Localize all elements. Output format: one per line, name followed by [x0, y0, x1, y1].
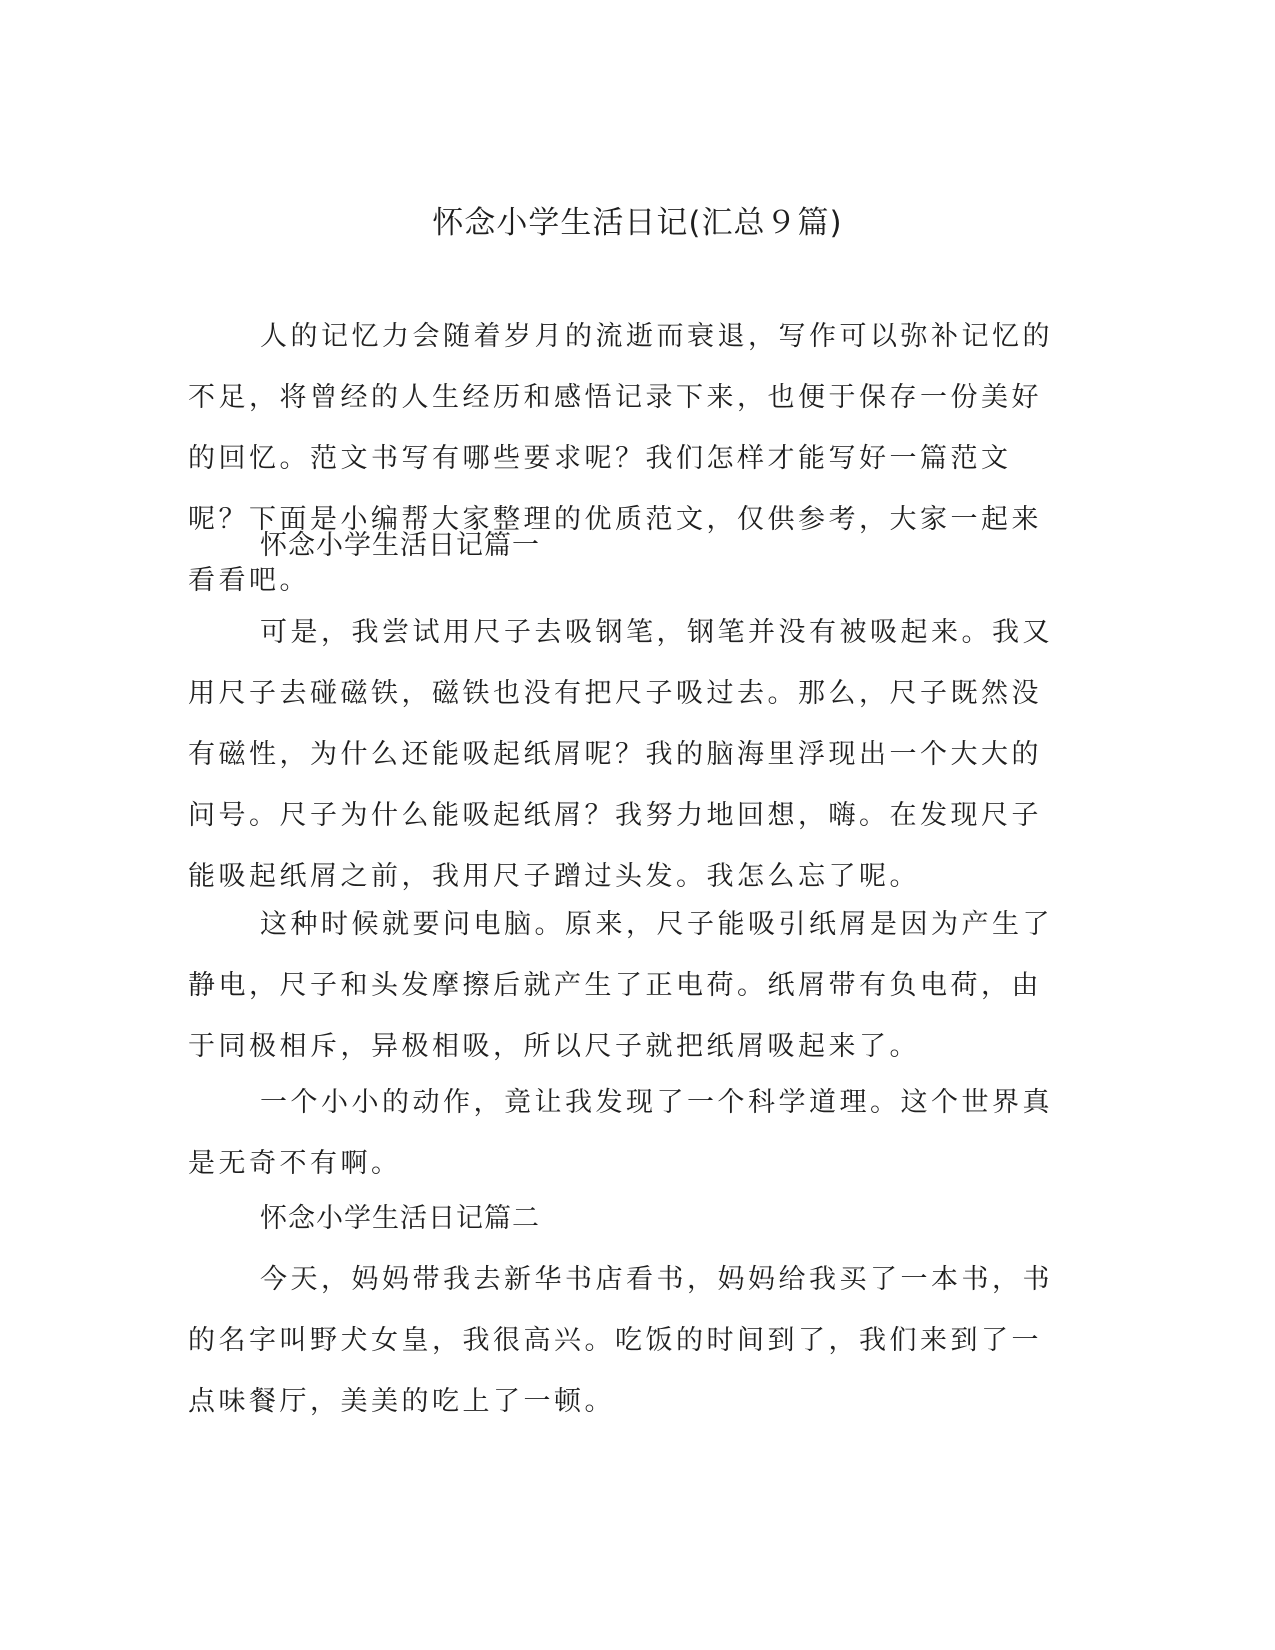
section-heading-2: 怀念小学生活日记篇二 — [260, 1203, 540, 1234]
intro-paragraph: 人的记忆力会随着岁月的流逝而衰退，写作可以弥补记忆的不足，将曾经的人生经历和感悟记录下来，也便于保存一份美好的回忆。范文书写有哪些要求呢？我们怎样才能写好一篇范文呢？下面是小编帮大家整理的优质范文，仅供参考，大家一起来看看吧。 — [188, 321, 1053, 596]
section2-paragraph-1: 今天，妈妈带我去新华书店看书，妈妈给我买了一本书，书的名字叫野犬女皇，我很高兴。吃饭的时间到了，我们来到了一点味餐厅，美美的吃上了一顿。 — [188, 1264, 1053, 1417]
section-heading-1: 怀念小学生活日记篇一 — [260, 530, 540, 561]
section1-paragraph-1: 可是，我尝试用尺子去吸钢笔，钢笔并没有被吸起来。我又用尺子去碰磁铁，磁铁也没有把尺子吸过去。那么，尺子既然没有磁性，为什么还能吸起纸屑呢？我的脑海里浮现出一个大大的问号。尺子为什么能吸起纸屑？我努力地回想，嗨。在发现尺子能吸起纸屑之前，我用尺子蹭过头发。我怎么忘了呢。 — [188, 617, 1053, 892]
section1-paragraph-3: 一个小小的动作，竟让我发现了一个科学道理。这个世界真是无奇不有啊。 — [188, 1087, 1053, 1179]
section1-paragraph-2: 这种时候就要问电脑。原来，尺子能吸引纸屑是因为产生了静电，尺子和头发摩擦后就产生了正电荷。纸屑带有负电荷，由于同极相斥，异极相吸，所以尺子就把纸屑吸起来了。 — [188, 909, 1053, 1062]
document-title: 怀念小学生活日记(汇总９篇) — [432, 205, 843, 241]
